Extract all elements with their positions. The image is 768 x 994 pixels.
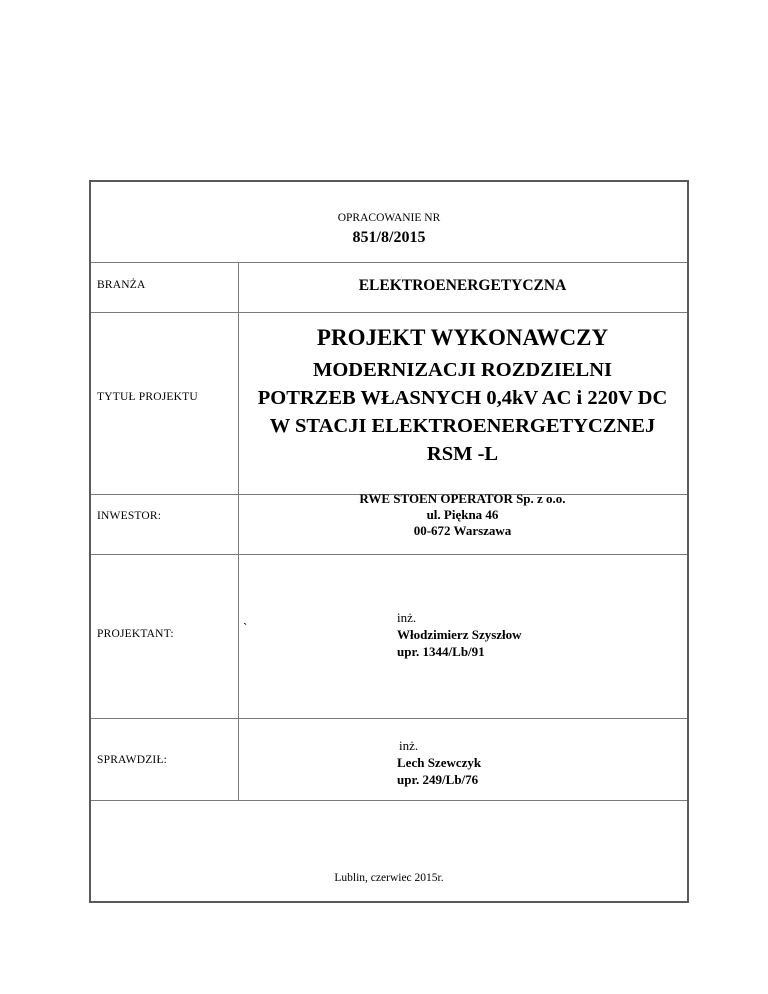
designer-permit: upr. 1344/Lb/91 bbox=[397, 644, 485, 659]
investor-name: RWE STOEN OPERATOR Sp. z o.o. bbox=[359, 491, 566, 506]
checker-title: inż. bbox=[399, 738, 419, 753]
checker-label: SPRAWDZIŁ: bbox=[97, 754, 168, 766]
row-divider bbox=[91, 554, 687, 555]
investor-street: ul. Piękna 46 bbox=[426, 507, 499, 522]
title-line-3: POTRZEB WŁASNYCH 0,4kV AC i 220V DC bbox=[257, 387, 668, 409]
branza-value: ELEKTROENERGETYCZNA bbox=[358, 277, 567, 294]
row-divider bbox=[91, 800, 687, 801]
title-line-5: RSM -L bbox=[426, 443, 499, 465]
checker-name: Lech Szewczyk bbox=[397, 755, 482, 770]
investor-label: INWESTOR: bbox=[97, 510, 162, 522]
title-line-1: PROJEKT WYKONAWCZY bbox=[316, 325, 609, 350]
row-divider bbox=[91, 262, 687, 263]
title-label: TYTUŁ PROJEKTU bbox=[97, 391, 198, 403]
designer-name: Włodzimierz Szyszłow bbox=[397, 627, 522, 642]
designer-mark: ` bbox=[243, 620, 248, 635]
place-date: Lublin, czerwiec 2015r. bbox=[334, 872, 444, 884]
investor-city: 00-672 Warszawa bbox=[413, 523, 512, 538]
title-block-table bbox=[89, 180, 689, 903]
designer-label: PROJEKTANT: bbox=[97, 628, 174, 640]
opracowanie-label: OPRACOWANIE NR bbox=[337, 212, 441, 224]
title-line-2: MODERNIZACJI ROZDZIELNI bbox=[312, 359, 612, 381]
designer-title: inż. bbox=[397, 610, 417, 625]
row-divider bbox=[91, 312, 687, 313]
title-line-4: W STACJI ELEKTROENERGETYCZNEJ bbox=[269, 415, 656, 437]
opracowanie-number: 851/8/2015 bbox=[352, 229, 426, 246]
branza-label: BRANŻA bbox=[97, 279, 146, 291]
checker-permit: upr. 249/Lb/76 bbox=[397, 772, 479, 787]
row-divider bbox=[91, 718, 687, 719]
